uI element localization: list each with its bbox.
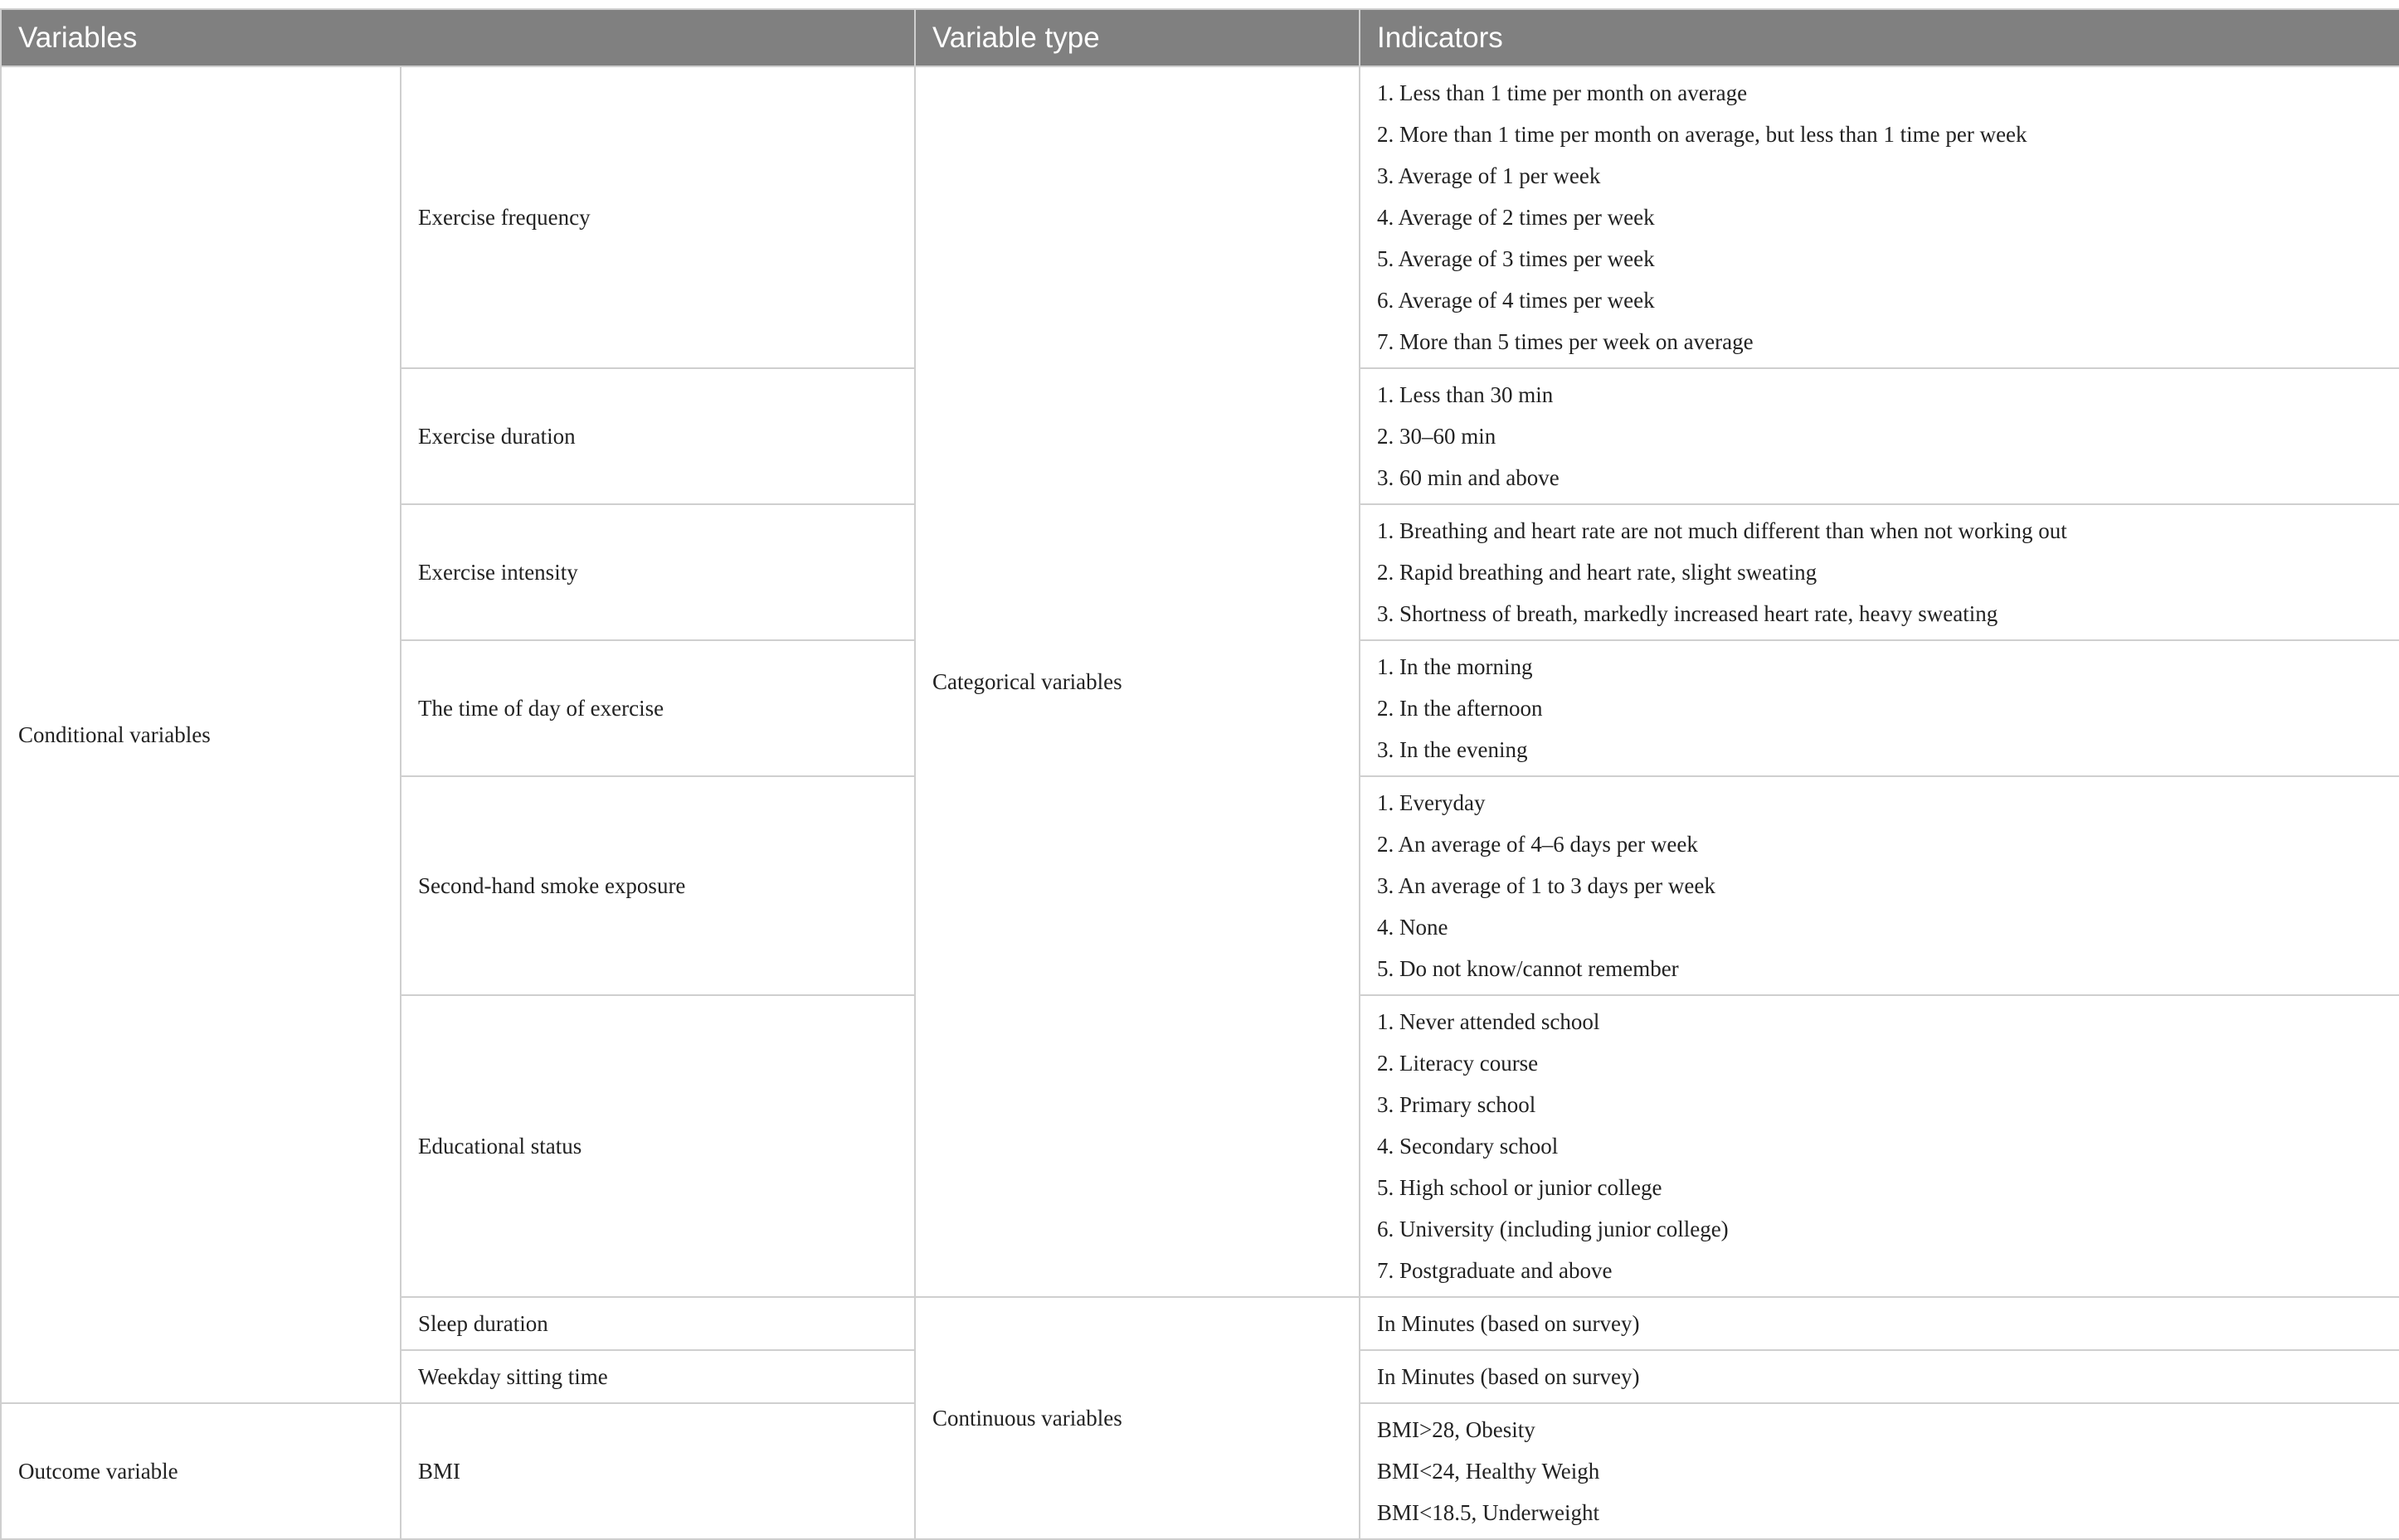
- variable-cell: Sleep duration: [401, 1297, 915, 1350]
- indicator-item: 1. Less than 30 min: [1377, 382, 1554, 407]
- indicator-item: 2. An average of 4–6 days per week: [1377, 832, 1698, 857]
- indicators-cell: [1360, 504, 2399, 640]
- indicator-item: 4. Average of 2 times per week: [1377, 205, 1655, 230]
- group-conditional-variables: Conditional variables: [1, 66, 401, 1403]
- indicator-item: 3. Shortness of breath, markedly increased heart rate, heavy sweating: [1377, 601, 1998, 626]
- header-indicators: Indicators: [1360, 9, 2399, 66]
- indicator-item: BMI<18.5, Underweight: [1377, 1500, 1599, 1525]
- header-variable-type: Variable type: [915, 9, 1360, 66]
- group-outcome-variable: Outcome variable: [1, 1403, 401, 1539]
- variable-cell: BMI: [401, 1403, 915, 1539]
- indicator-item: In Minutes (based on survey): [1377, 1364, 1640, 1389]
- indicator-item: 5. Do not know/cannot remember: [1377, 956, 1679, 981]
- variable-cell: The time of day of exercise: [401, 640, 915, 776]
- indicator-item: 1. Breathing and heart rate are not much different than when not working out: [1377, 518, 2067, 543]
- variable-cell: Educational status: [401, 995, 915, 1297]
- table-row: [1, 66, 2399, 368]
- indicator-item: 7. Postgraduate and above: [1377, 1258, 1613, 1283]
- indicator-item: 3. Primary school: [1377, 1092, 1536, 1117]
- indicator-item: 7. More than 5 times per week on average: [1377, 329, 1754, 354]
- indicator-item: 3. In the evening: [1377, 737, 1528, 762]
- indicator-item: 3. An average of 1 to 3 days per week: [1377, 873, 1715, 898]
- indicator-item: 6. University (including junior college): [1377, 1217, 1729, 1241]
- indicators-cell: [1360, 1297, 2399, 1350]
- indicator-item: 2. 30–60 min: [1377, 424, 1496, 449]
- indicators-cell: [1360, 66, 2399, 368]
- indicator-item: 4. Secondary school: [1377, 1134, 1559, 1159]
- indicator-item: 1. Never attended school: [1377, 1009, 1600, 1034]
- indicators-cell: [1360, 368, 2399, 504]
- indicator-item: 3. Average of 1 per week: [1377, 163, 1601, 188]
- indicator-item: BMI>28, Obesity: [1377, 1417, 1535, 1442]
- indicator-item: 6. Average of 4 times per week: [1377, 288, 1655, 313]
- indicator-item: 4. None: [1377, 915, 1448, 940]
- variables-table: [0, 8, 2399, 1540]
- variable-cell: Exercise intensity: [401, 504, 915, 640]
- type-categorical-variables: Categorical variables: [915, 66, 1360, 1297]
- indicators-cell: [1360, 995, 2399, 1297]
- variable-cell: Weekday sitting time: [401, 1350, 915, 1403]
- indicator-item: 2. More than 1 time per month on average, but less than 1 time per week: [1377, 122, 2027, 147]
- indicator-item: BMI<24, Healthy Weigh: [1377, 1459, 1600, 1484]
- indicator-item: 1. Everyday: [1377, 790, 1486, 815]
- indicators-cell: [1360, 640, 2399, 776]
- header-row: [1, 9, 2399, 66]
- indicator-item: 1. Less than 1 time per month on average: [1377, 80, 1748, 105]
- header-variables: Variables: [1, 9, 915, 66]
- indicators-cell: [1360, 1403, 2399, 1539]
- indicator-item: 5. High school or junior college: [1377, 1175, 1662, 1200]
- indicator-item: 5. Average of 3 times per week: [1377, 246, 1655, 271]
- indicator-item: 2. Literacy course: [1377, 1051, 1539, 1076]
- indicators-cell: [1360, 1350, 2399, 1403]
- indicator-item: 2. In the afternoon: [1377, 696, 1543, 721]
- indicator-item: 1. In the morning: [1377, 654, 1533, 679]
- indicator-item: 3. 60 min and above: [1377, 465, 1560, 490]
- variable-cell: Exercise frequency: [401, 66, 915, 368]
- indicator-item: In Minutes (based on survey): [1377, 1311, 1640, 1336]
- variable-cell: Second-hand smoke exposure: [401, 776, 915, 995]
- variable-cell: Exercise duration: [401, 368, 915, 504]
- indicators-cell: [1360, 776, 2399, 995]
- indicator-item: 2. Rapid breathing and heart rate, slight sweating: [1377, 560, 1817, 585]
- type-continuous-variables: Continuous variables: [915, 1297, 1360, 1539]
